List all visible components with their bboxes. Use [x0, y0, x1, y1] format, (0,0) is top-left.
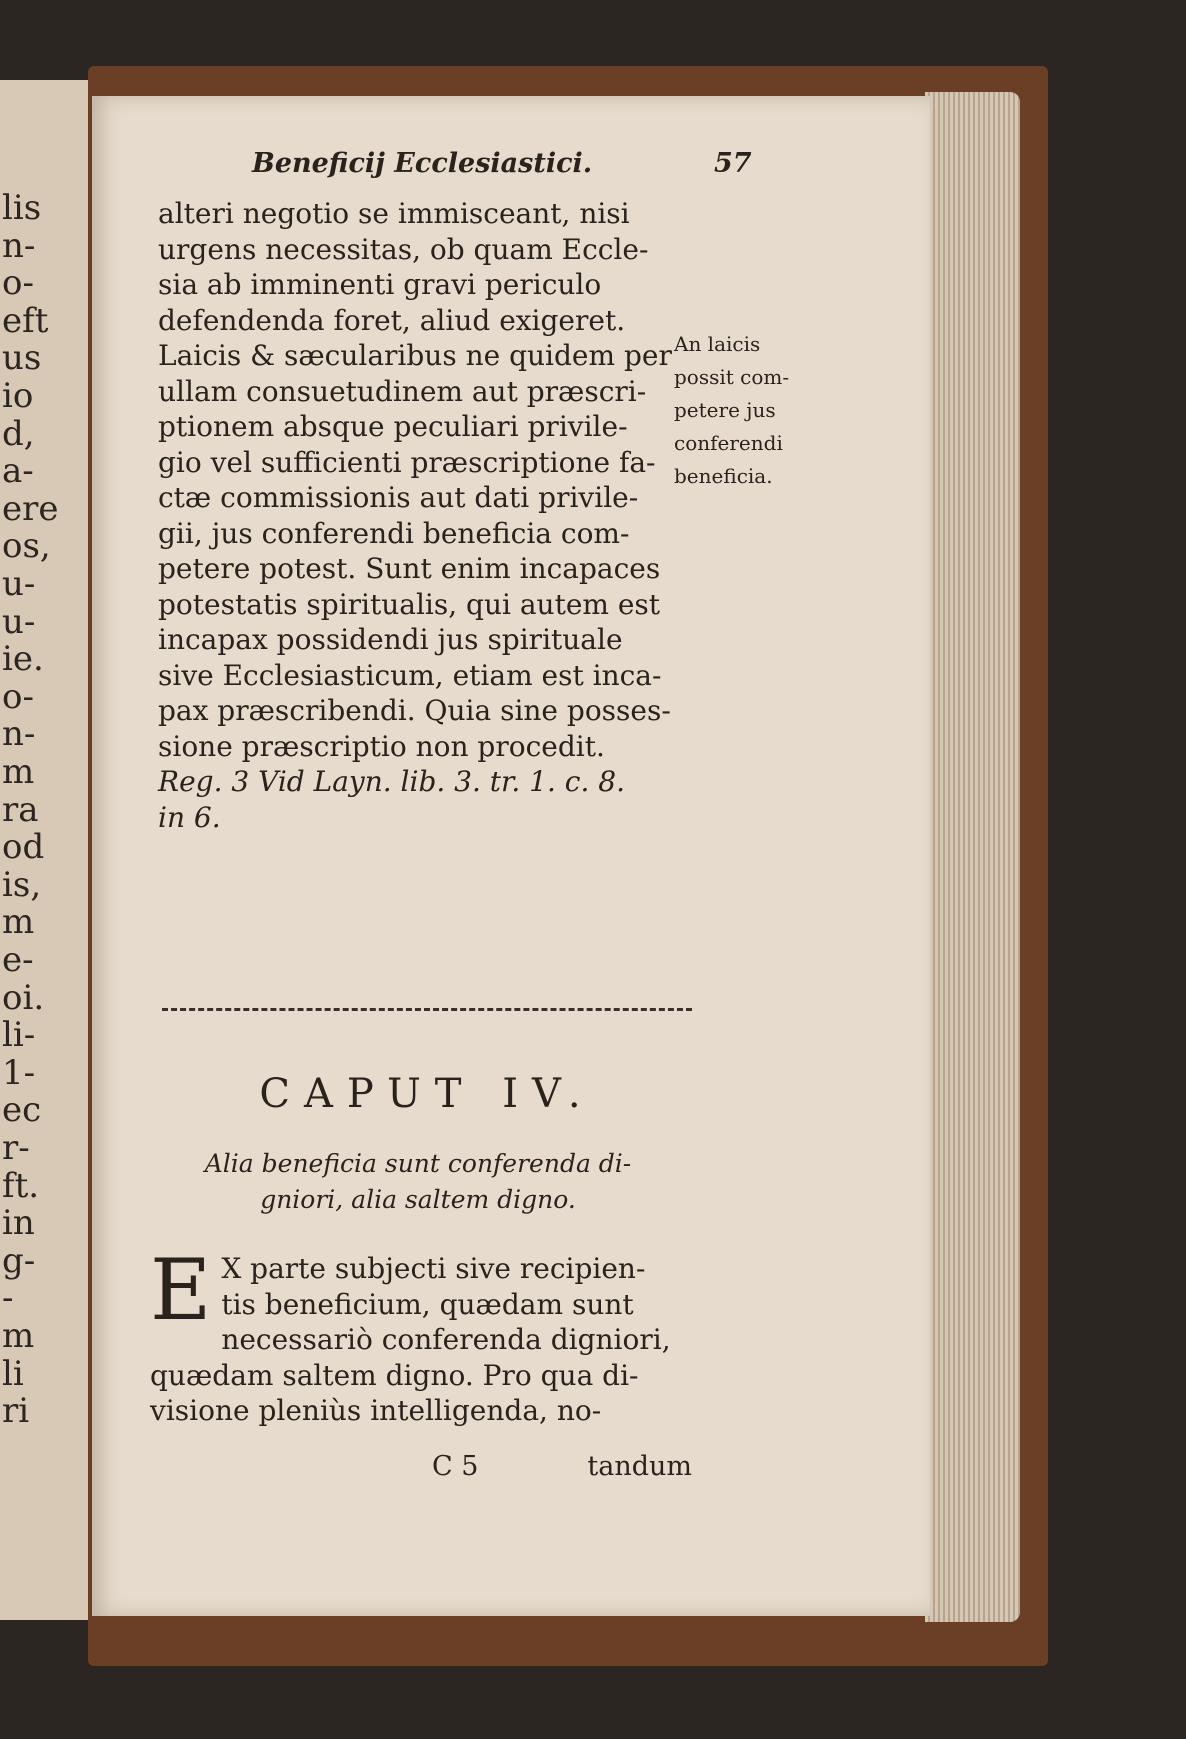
- previous-page-fragment: m: [2, 902, 35, 943]
- previous-page-fragment: r-: [2, 1128, 30, 1168]
- subtitle-line: Alia beneficia sunt conferenda di-: [204, 1149, 632, 1178]
- previous-page-fragment: e-: [2, 940, 34, 980]
- previous-page-fragment: n-: [2, 225, 36, 266]
- text-line: petere potest. Sunt enim incapaces: [158, 552, 661, 585]
- previous-page-fragment: ie.: [2, 639, 44, 680]
- chapter-paragraph: [150, 1241, 690, 1429]
- previous-page-fragment: o-: [2, 263, 34, 304]
- previous-page-fragment: ra: [2, 789, 39, 830]
- margin-note-line: conferendi: [674, 431, 783, 455]
- margin-note-line: An laicis: [674, 332, 761, 356]
- margin-note-line: petere jus: [674, 398, 776, 422]
- subtitle-line: gniori, alia saltem digno.: [260, 1185, 576, 1214]
- catchword: tandum: [587, 1451, 692, 1482]
- text-line: quædam saltem digno. Pro qua di-: [150, 1358, 639, 1392]
- chapter-title: CAPUT IV.: [259, 1071, 595, 1117]
- text-line: sive Ecclesiasticum, etiam est inca-: [158, 658, 662, 692]
- previous-page-fragment: g-: [2, 1240, 36, 1281]
- previous-page-edge: [0, 80, 94, 1620]
- page-block-edges: [925, 92, 1020, 1622]
- text-line: necessariò conferenda digniori,: [221, 1323, 671, 1356]
- previous-page-fragment: d,: [2, 413, 35, 454]
- previous-page-fragment: os,: [2, 526, 51, 567]
- text-line: gii, jus conferendi beneficia com-: [158, 516, 630, 550]
- text-line: visione pleniùs intelligenda, no-: [150, 1394, 602, 1427]
- previous-page-fragment: li-: [2, 1015, 36, 1056]
- previous-page-fragment: n-: [2, 714, 36, 755]
- text-line: X parte subjecti sive recipien-: [221, 1252, 646, 1285]
- page-number: 57: [714, 148, 752, 179]
- text-line: gio vel sufficienti præscriptione fa-: [158, 445, 656, 479]
- text-line: incapax possidendi jus spirituale: [158, 623, 623, 656]
- previous-page-fragment: od: [2, 827, 45, 868]
- previous-page-fragment: ri: [2, 1391, 30, 1432]
- text-line: alteri negotio se immisceant, nisi: [158, 197, 630, 230]
- previous-page-fragment: a-: [2, 451, 34, 492]
- text-line: in 6.: [158, 800, 221, 834]
- text-line: defendenda foret, aliud exigeret.: [158, 303, 626, 337]
- text-line: urgens necessitas, ob quam Eccle-: [158, 232, 649, 266]
- body-paragraph: [158, 196, 678, 835]
- previous-page-fragment: 1-: [2, 1052, 36, 1093]
- text-line: tis beneficium, quædam sunt: [221, 1287, 634, 1321]
- previous-page-fragment: io: [2, 376, 34, 416]
- chapter-subtitle: [148, 1146, 688, 1218]
- header-title: Beneficij Ecclesiastici.: [252, 148, 593, 179]
- page-footer: [152, 1451, 692, 1491]
- margin-note-line: beneficia.: [674, 464, 773, 488]
- drop-cap: E: [150, 1241, 212, 1339]
- text-line: sione præscriptio non procedit.: [158, 729, 605, 763]
- previous-page-fragment: in: [2, 1203, 35, 1244]
- margin-note: [674, 328, 834, 493]
- section-rule: [162, 1008, 692, 1011]
- previous-page-fragment: lis: [2, 188, 42, 228]
- previous-page-fragment: eft: [2, 300, 49, 341]
- running-header: [252, 148, 752, 179]
- text-line: ctæ commissionis aut dati privile-: [158, 481, 639, 514]
- margin-note-line: possit com-: [674, 365, 790, 389]
- signature-mark: C 5: [432, 1451, 479, 1482]
- text-line: ptionem absque peculiari privile-: [158, 410, 628, 443]
- previous-page-fragment: ec: [2, 1090, 42, 1131]
- previous-page-fragment: li: [2, 1353, 24, 1394]
- previous-page-fragment: m: [2, 1316, 35, 1356]
- text-line: potestatis spiritualis, qui autem est: [158, 587, 661, 621]
- previous-page-fragment: o-: [2, 676, 34, 717]
- text-line: sia ab imminenti gravi periculo: [158, 268, 602, 301]
- text-line: ullam consuetudinem aut præscri-: [158, 374, 647, 408]
- previous-page-fragment: us: [2, 338, 42, 379]
- book-page: [92, 96, 930, 1616]
- text-line: Reg. 3 Vid Layn. lib. 3. tr. 1. c. 8.: [158, 765, 625, 798]
- previous-page-fragment: m: [2, 752, 35, 792]
- previous-page-fragment: oi.: [2, 977, 45, 1018]
- previous-page-fragment: ft.: [2, 1165, 40, 1206]
- previous-page-fragment: -: [2, 1278, 14, 1319]
- previous-page-fragment: u-: [2, 564, 36, 604]
- previous-page-fragment: is,: [2, 864, 42, 905]
- previous-page-fragment: u-: [2, 601, 36, 642]
- previous-page-fragment: ere: [2, 488, 59, 529]
- text-line: pax præscribendi. Quia sine posses-: [158, 694, 671, 727]
- text-line: Laicis & sæcularibus ne quidem per: [158, 339, 672, 372]
